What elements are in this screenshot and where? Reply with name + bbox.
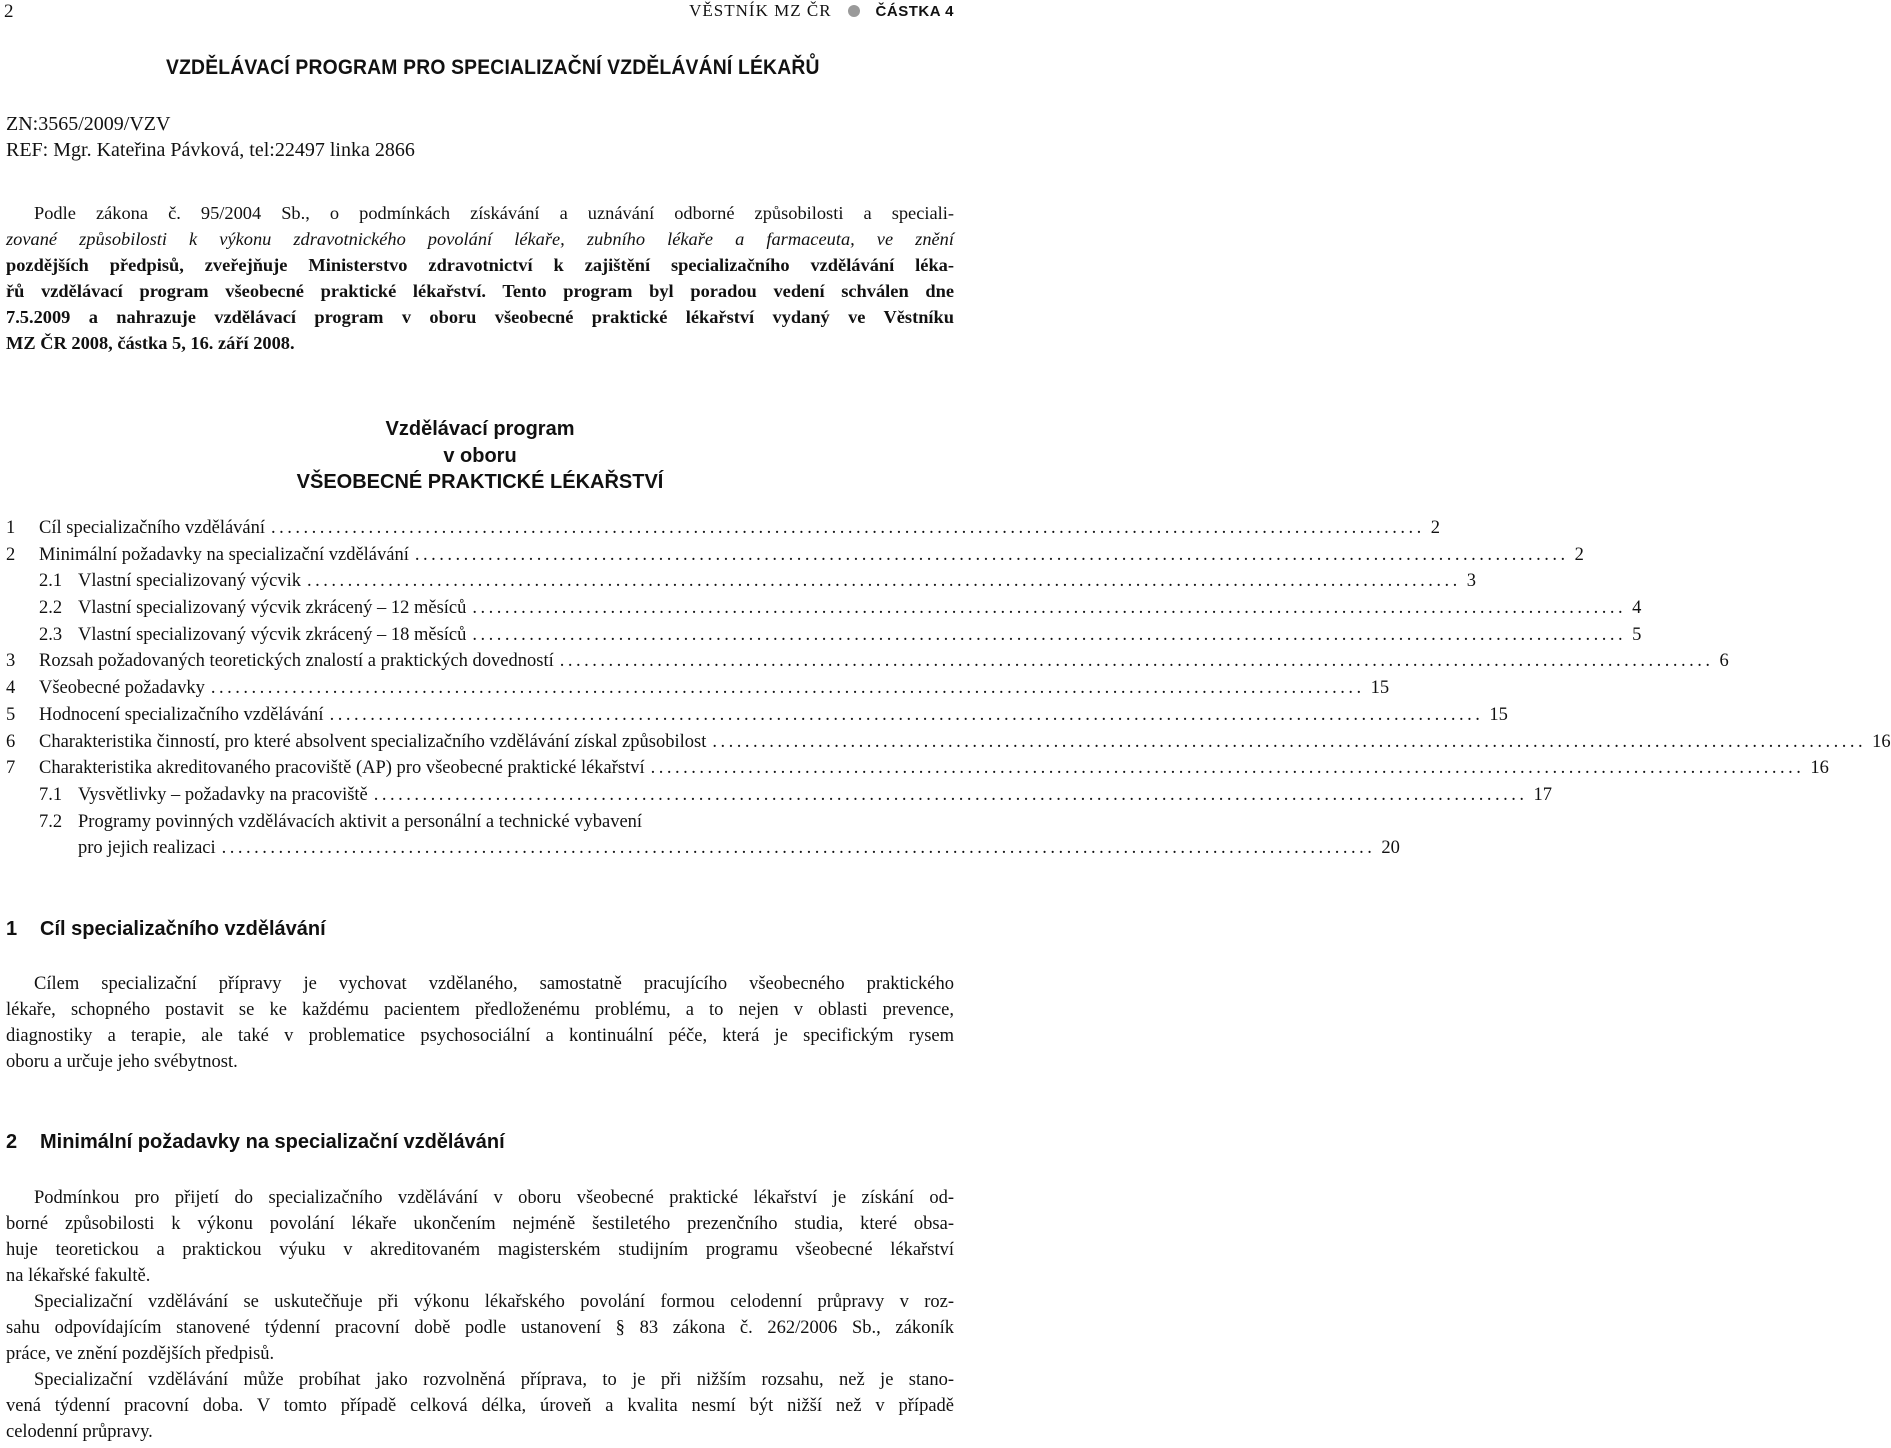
toc-leader: .............................................................................................................................................. bbox=[329, 704, 1484, 725]
toc-item[interactable]: 2.3 Vlastní specializovaný výcvik zkrácený – 18 měsíců .............................................................................................................................................. 5 bbox=[39, 624, 1642, 645]
toc-page: 6 bbox=[1719, 651, 1729, 672]
toc-label: Charakteristika akreditovaného pracoviště (AP) pro všeobecné praktické lékařství bbox=[39, 758, 645, 779]
toc-item[interactable]: 2.1 Vlastní specializovaný výcvik .............................................................................................................................................. 3 bbox=[39, 571, 1476, 592]
section-2-paragraph-3: Specializační vzdělávání může probíhat jako rozvolněná příprava, to je při nižším rozsahu, než je stano- vená týdenní pracovní doba. V tomto případě celková délka, úroveň a kvalita nesmí být nižší než v případě celodenní průpravy. bbox=[6, 1370, 954, 1442]
bullet-dot-icon bbox=[848, 5, 860, 17]
toc-page: 5 bbox=[1632, 624, 1642, 645]
toc-label: Programy povinných vzdělávacích aktivit a personální a technické vybavení bbox=[78, 811, 643, 832]
toc-label: Vlastní specializovaný výcvik bbox=[78, 571, 301, 592]
toc-leader: .............................................................................................................................................. bbox=[306, 571, 1461, 592]
toc-leader: .............................................................................................................................................. bbox=[472, 598, 1627, 619]
toc-leader: .............................................................................................................................................. bbox=[472, 624, 1627, 645]
toc-item[interactable]: 6 Charakteristika činností, pro které absolvent specializačního vzdělávání získal způsobilost .............................................................................................................................................. 16 bbox=[6, 731, 1891, 752]
toc-leader: .............................................................................................................................................. bbox=[650, 758, 1805, 779]
toc-leader: .............................................................................................................................................. bbox=[712, 731, 1867, 752]
intro-line: MZ ČR 2008, částka 5, 16. září 2008. bbox=[6, 333, 295, 353]
toc-item[interactable]: 7.2 Programy povinných vzdělávacích aktivit a personální a technické vybavení bbox=[39, 811, 643, 832]
toc-label: pro jejich realizaci bbox=[78, 838, 216, 859]
section-2-paragraph-2: Specializační vzdělávání se uskutečňuje při výkonu lékařského povolání formou celodenní průpravy v roz- sahu odpovídajícím stanovené týdenní pracovní době podle ustanovení § 83 zákona č. 262/2006 Sb., zákoník práce, ve znění pozdějších předpisů. bbox=[6, 1292, 954, 1364]
toc-page: 20 bbox=[1381, 838, 1400, 859]
intro-line: Podle zákona č. 95/2004 Sb., o podmínkách získávání a uznávání odborné způsobilosti a speciali- bbox=[34, 203, 954, 223]
intro-line: řů vzdělávací program všeobecné praktické lékařství. Tento program byl poradou vedení schválen dne bbox=[6, 281, 954, 301]
toc-label: Vysvětlivky – požadavky na pracoviště bbox=[78, 784, 368, 805]
toc-page: 17 bbox=[1533, 784, 1553, 805]
toc-page: 3 bbox=[1466, 571, 1476, 592]
intro-line: 7.5.2009 a nahrazuje vzdělávací program v oboru všeobecné praktické lékařství vydaný ve Věstníku bbox=[6, 307, 954, 327]
toc-label: Hodnocení specializačního vzdělávání bbox=[39, 704, 324, 725]
toc-item[interactable]: 2 Minimální požadavky na specializační vzdělávání .............................................................................................................................................. 2 bbox=[6, 544, 1584, 565]
program-title-line3: VŠEOBECNÉ PRAKTICKÉ LÉKAŘSTVÍ bbox=[296, 471, 664, 493]
toc-leader: .............................................................................................................................................. bbox=[373, 784, 1528, 805]
toc-label: Rozsah požadovaných teoretických znalostí a praktických dovedností bbox=[39, 651, 554, 672]
toc-page: 16 bbox=[1810, 758, 1829, 779]
toc-label: Cíl specializačního vzdělávání bbox=[39, 518, 266, 538]
program-title-line1: Vzdělávací program bbox=[385, 418, 575, 440]
toc-item[interactable]: 7.1 Vysvětlivky – požadavky na pracoviště .............................................................................................................................................. 17 bbox=[39, 784, 1553, 805]
toc-leader: .............................................................................................................................................. bbox=[210, 678, 1365, 699]
toc-leader: .............................................................................................................................................. bbox=[221, 838, 1376, 859]
intro-line: pozdějších předpisů, zveřejňuje Ministerstvo zdravotnictví k zajištění specializačního vzdělávání léka- bbox=[6, 255, 954, 275]
toc-page: 15 bbox=[1489, 704, 1508, 725]
toc-item[interactable]: 2.2 Vlastní specializovaný výcvik zkrácený – 12 měsíců .............................................................................................................................................. 4 bbox=[39, 598, 1642, 619]
toc-label: Vlastní specializovaný výcvik zkrácený – 12 měsíců bbox=[78, 598, 467, 619]
toc-label: Všeobecné požadavky bbox=[39, 678, 205, 699]
publication-name: VĚSTNÍK MZ ČR bbox=[689, 1, 832, 20]
toc-label: Minimální požadavky na specializační vzdělávání bbox=[39, 544, 409, 565]
toc-leader: .............................................................................................................................................. bbox=[559, 651, 1714, 672]
main-title: VZDĚLÁVACÍ PROGRAM PRO SPECIALIZAČNÍ VZDĚLÁVÁNÍ LÉKAŘŮ bbox=[166, 56, 820, 79]
issue-label: ČÁSTKA 4 bbox=[875, 2, 954, 20]
toc-label: Vlastní specializovaný výcvik zkrácený – 18 měsíců bbox=[78, 624, 467, 645]
toc-leader: .............................................................................................................................................. bbox=[414, 544, 1569, 565]
intro-line: zované způsobilosti k výkonu zdravotnického povolání lékaře, zubního lékaře a farmaceuta, ve znění bbox=[6, 229, 954, 249]
section-2-heading: 2 Minimální požadavky na specializační vzdělávání bbox=[6, 1131, 505, 1153]
toc-item[interactable]: 3 Rozsah požadovaných teoretických znalostí a praktických dovedností .............................................................................................................................................. 6 bbox=[6, 651, 1729, 672]
toc-item[interactable]: 7 Charakteristika akreditovaného pracoviště (AP) pro všeobecné praktické lékařství .............................................................................................................................................. 16 bbox=[6, 758, 1829, 779]
reference-ref: REF: Mgr. Kateřina Pávková, tel:22497 linka 2866 bbox=[6, 139, 415, 161]
section-2-paragraph-1: Podmínkou pro přijetí do specializačního vzdělávání v oboru všeobecné praktické lékařství je získání od- borné způsobilosti k výkonu povolání lékaře ukončením nejméně šestiletého prezenčního studia, které obsa- huje teoretickou a praktickou výuku v akreditovaném magisterském studijním programu všeobecné lékařství na lékařské fakultě. bbox=[6, 1188, 954, 1286]
toc-page: 2 bbox=[1574, 544, 1584, 565]
toc-page: 16 bbox=[1872, 731, 1891, 752]
toc-item-continuation[interactable] bbox=[6, 838, 1400, 865]
toc-item[interactable]: 5 Hodnocení specializačního vzdělávání .............................................................................................................................................. 15 bbox=[6, 704, 1508, 725]
toc-label: Charakteristika činností, pro které absolvent specializačního vzdělávání získal způsobilost bbox=[39, 731, 707, 752]
reference-zn: ZN:3565/2009/VZV bbox=[6, 113, 171, 135]
toc-page: 2 bbox=[1430, 518, 1441, 538]
toc-item[interactable]: 4 Všeobecné požadavky .............................................................................................................................................. 15 bbox=[6, 678, 1390, 699]
toc-item[interactable]: 1 Cíl specializačního vzdělávání .............................................................................................................................................. 2 bbox=[6, 518, 1441, 538]
page-number: 2 bbox=[4, 1, 14, 22]
table-of-contents bbox=[6, 518, 1891, 865]
toc-page: 15 bbox=[1370, 678, 1390, 699]
intro-paragraph bbox=[6, 200, 954, 356]
running-header bbox=[689, 1, 954, 21]
toc-leader: .............................................................................................................................................. bbox=[271, 518, 1425, 538]
program-title-line2: v oboru bbox=[443, 445, 517, 467]
section-1-heading: 1 Cíl specializačního vzdělávání bbox=[6, 918, 326, 940]
section-1-paragraph: Cílem specializační přípravy je vychovat vzdělaného, samostatně pracujícího všeobecného praktického lékaře, schopného postavit se ke každému pacientem předloženému problému, a to nejen v oblasti prevence, diagnostiky a terapie, ale také v problematice psychosociální a kontinuální péče, která je specifickým rysem oboru a určuje jeho svébytnost. bbox=[6, 974, 954, 1072]
toc-page: 4 bbox=[1632, 598, 1642, 619]
